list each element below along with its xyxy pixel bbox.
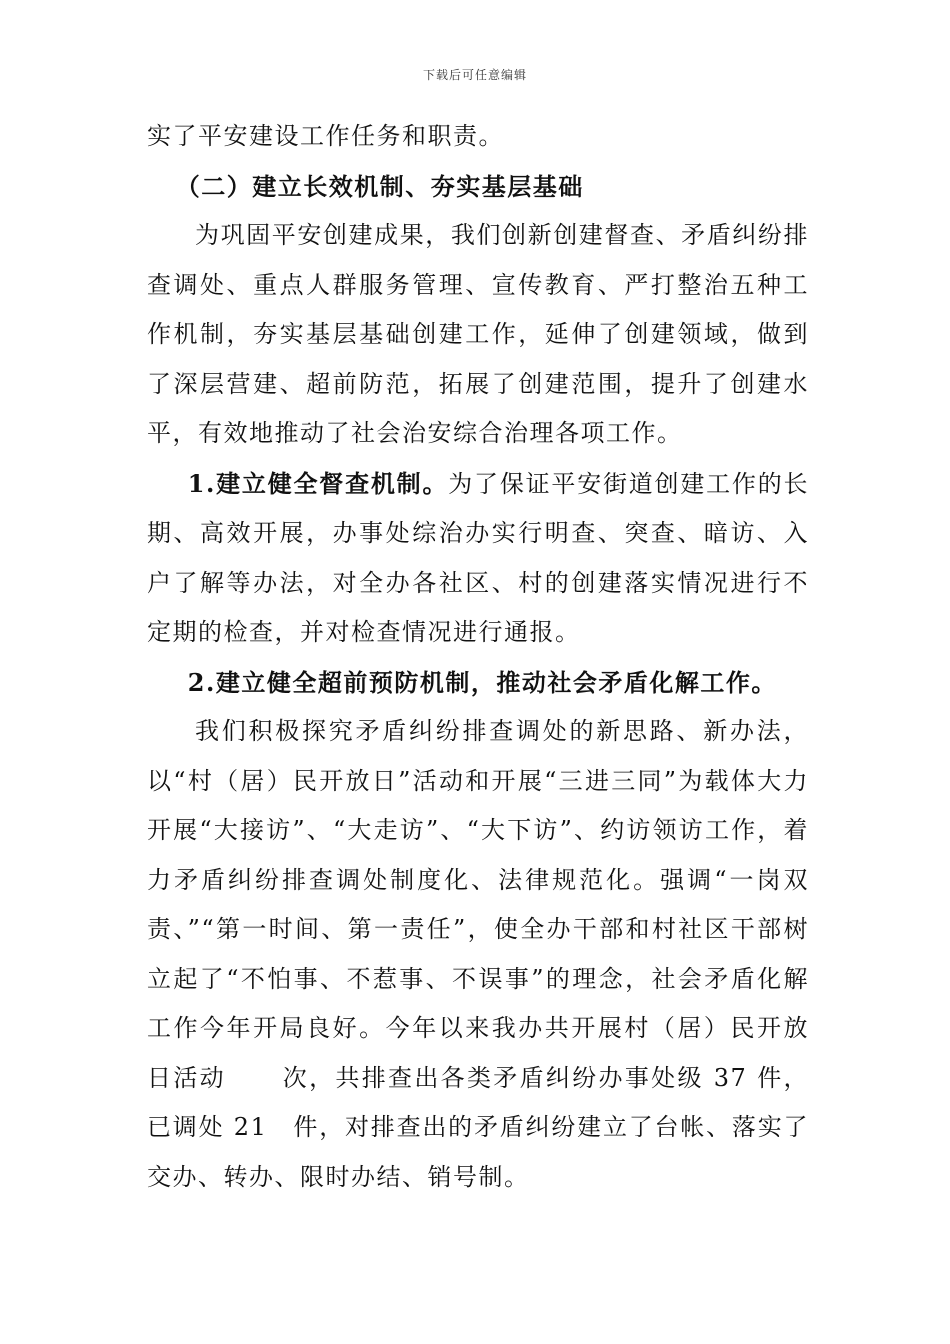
list-item-1-text: 为了保证平安街道创建工作的长期、高效开展，办事处综治办实行明查、突查、暗访、入户了解等办法，对全办各社区、村的创建落实情况进行不定期的检查，并对检查情况进行通报。 [147,469,810,646]
list-item-2-title: 2.建立健全超前预防机制，推动社会矛盾化解工作。 [187,667,777,697]
list-item-1-title: 1.建立健全督查机制。 [187,468,449,498]
paragraph-intro: 为巩固平安创建成果，我们创新创建督查、矛盾纠纷排查调处、重点人群服务管理、宣传教育、严打整治五种工作机制，夯实基层基础创建工作，延伸了创建领域，做到了深层营建、超前防范，拓展了创建范围，提升了创建水平，有效地推动了社会治安综合治理各项工作。 [147,221,809,447]
header-note: 下载后可任意编辑 [422,68,527,82]
paragraph-continuation: 实了平安建设工作任务和职责。 [147,122,504,150]
paragraph-detail-part-a: 我们积极探究矛盾纠纷排查调处的新思路、新办法，以“村（居）民开放日”活动和开展“三进三同”为载体大力开展“大接访”、“大走访”、“大下访”、约访领访工作，着力矛盾纠纷排查调处制度化、法律规范化。强调“一岗双责、”“第一时间、第一责任”，使全办干部和村社区干部树立起了“不怕事、不惹事、不误事”的理念，社会矛盾化解工作今年开局良好。今年以来我办共开展村（居）民开放日活动 [147,717,809,1092]
document-body [147,112,809,1202]
list-item-1 [147,459,809,658]
paragraph-detail-part-b: 次，共排查出各类矛盾纠纷办事处级 37 件，已调处 21 件，对排查出的矛盾纠纷建立了台帐、落实了交办、转办、限时办结、销号制。 [147,1063,810,1191]
paragraph-detail [147,707,809,1202]
section-heading: （二）建立长效机制、夯实基层基础 [175,171,584,201]
